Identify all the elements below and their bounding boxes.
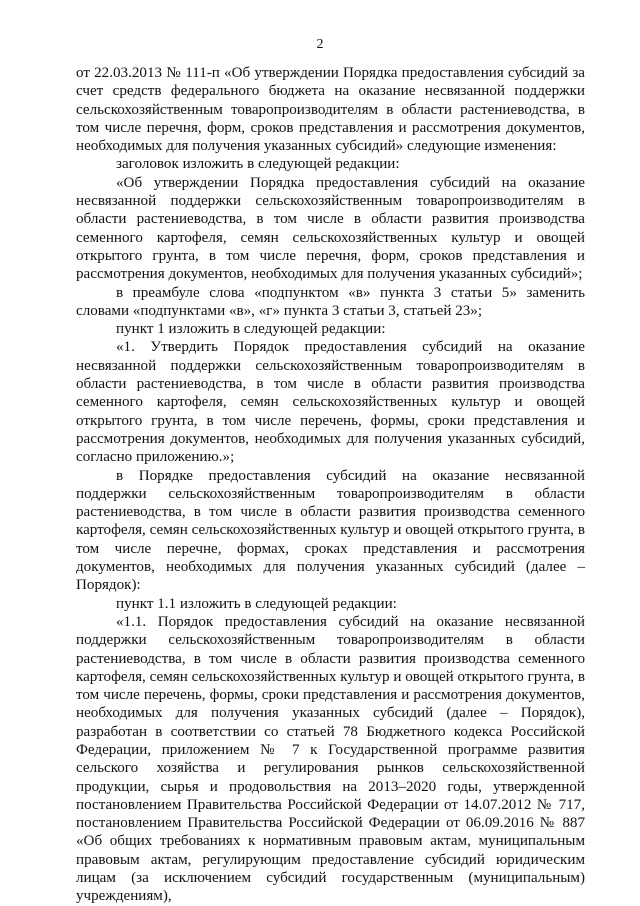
- paragraph-procedure-amendments: в Порядке предоставления субсидий на оказание несвязанной поддержки сельскохозяйственным товаропроизводителям в области растениеводства, в том числе в области развития производства семенного картофеля, семян сельскохозяйственных культур и овощей открытого грунта, в том числе перечне, формах, сроках представления и рассмотрения документов, необходимых для получения указанных субсидий (далее – Порядок):: [76, 467, 585, 594]
- document-body: [76, 64, 585, 906]
- page-number: 2: [316, 37, 324, 52]
- paragraph-item1-1-text: «1.1. Порядок предоставления субсидий на оказание несвязанной поддержки сельскохозяйственным товаропроизводителям в области растениеводства, в том числе в области развития производства семенного картофеля, семян сельскохозяйственных культур и овощей открытого грунта, в том числе перечень, формы, сроки представления и рассмотрения документов, необходимых для получения указанных субсидий (далее – Порядок), разработан в соответствии со статьей 78 Бюджетного кодекса Российской Федерации, приложением № 7 к Государственной программе развития сельского хозяйства и регулирования рынков сельскохозяйственной продукции, сырья и продовольствия на 2013–2020 годы, утвержденной постановлением Правительства Российской Федерации от 14.07.2012 № 717, постановлением Правительства Российской Федерации от 06.09.2016 № 887 «Об общих требованиях к нормативным правовым актам, муниципальным правовым актам, регулирующим предоставление субсидий юридическим лицам (за исключением субсидий государственным (муниципальным) учреждениям),: [76, 613, 585, 905]
- paragraph-new-title: «Об утверждении Порядка предоставления субсидий на оказание несвязанной поддержки сельскохозяйственным товаропроизводителям в области растениеводства, в том числе в области развития производства семенного картофеля, семян сельскохозяйственных культур и овощей открытого грунта, в том числе перечня, форм, сроков представления и рассмотрения документов, необходимых для получения указанных субсидий»;: [76, 174, 585, 283]
- paragraph-item1-text: «1. Утвердить Порядок предоставления субсидий на оказание несвязанной поддержки сельскохозяйственным товаропроизводителям в области растениеводства, в том числе в области развития производства семенного картофеля, семян сельскохозяйственных культур и овощей открытого грунта, в том числе перечень, формы, сроки представления и рассмотрения документов, необходимых для получения указанных субсидий, согласно приложению.»;: [76, 339, 585, 466]
- paragraph-item1-1-intro: пункт 1.1 изложить в следующей редакции:: [116, 595, 397, 612]
- paragraph-title-amendment-intro: заголовок изложить в следующей редакции:: [116, 156, 400, 173]
- paragraph-preamble-amendment: в преамбуле слова «подпунктом «в» пункта 3 статьи 5» заменить словами «подпунктами «в», «г» пункта 3 статьи 3, статьей 23»;: [76, 284, 585, 319]
- paragraph-act-reference: от 22.03.2013 № 111-п «Об утверждении Порядка предоставления субсидий за счет средств федерального бюджета на оказание несвязанной поддержки сельскохозяйственным товаропроизводителям в области растениеводства, в том числе перечня, форм, сроков представления и рассмотрения документов, необходимых для получения указанных субсидий» следующие изменения:: [76, 65, 585, 155]
- paragraph-item1-intro: пункт 1 изложить в следующей редакции:: [116, 321, 386, 338]
